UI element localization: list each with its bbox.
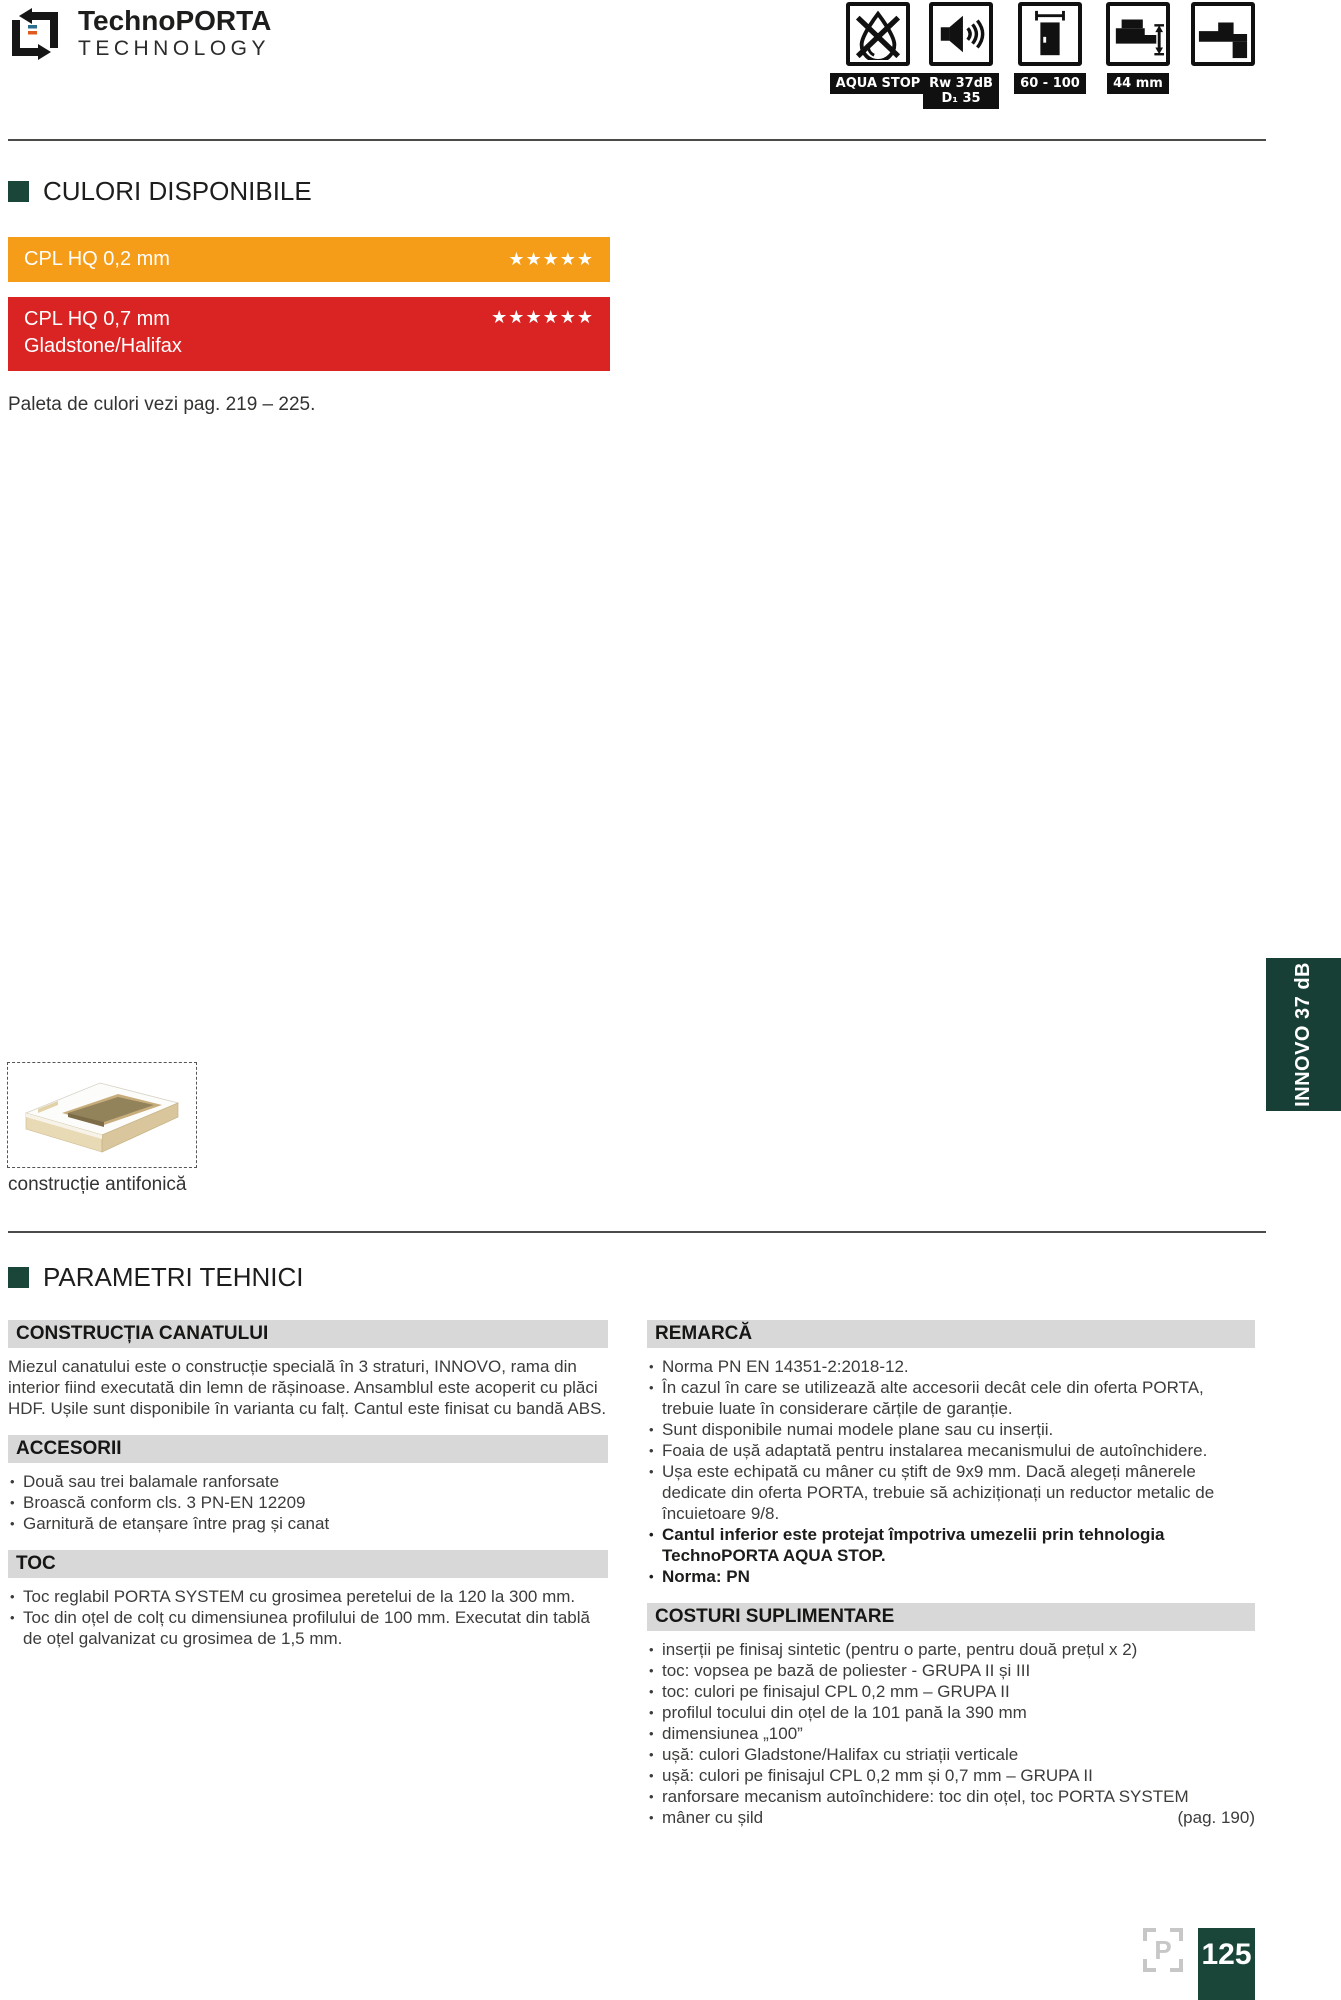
frame-list (8, 1586, 608, 1649)
green-square-bullet (8, 181, 29, 202)
list-item-text: • mâner cu șild (662, 1808, 764, 1827)
rebated-edge-icon (1191, 2, 1255, 66)
color-bar-cpl-07 (8, 297, 610, 371)
list-item: • ranforsare mecanism autoînchidere: toc din oțel, toc PORTA SYSTEM (647, 1786, 1255, 1807)
leaf-construction-header: CONSTRUCȚIA CANATULUI (8, 1320, 608, 1348)
tech-right-column (647, 1320, 1255, 1828)
door-thickness-icon (1106, 2, 1170, 66)
brand-logo (8, 6, 271, 67)
divider-middle (8, 1231, 1266, 1233)
aqua-stop-icon (846, 2, 910, 66)
brand-name: TechnoPORTA (78, 5, 272, 36)
remarks-header: REMARCĂ (647, 1320, 1255, 1348)
pictogram-door-width (1010, 2, 1090, 94)
porta-brackets-icon (1143, 1928, 1183, 1972)
accessories-header: ACCESORII (8, 1435, 608, 1463)
colors-section-heading (8, 176, 312, 207)
side-tab-label: INNOVO 37 dB (1292, 962, 1314, 1107)
side-tab-innovo (1266, 958, 1341, 1111)
pictogram-thickness (1098, 2, 1178, 94)
star-rating: ★★★★★ (508, 249, 594, 269)
list-item: • Sunt disponibile numai modele plane sau cu inserții. (647, 1419, 1255, 1440)
color-bar-cpl-02 (8, 237, 610, 282)
construction-figure (7, 1062, 197, 1168)
list-item: • dimensiunea „100” (647, 1723, 1255, 1744)
brand-subtitle: TECHNOLOGY (78, 37, 271, 60)
remarks-list (647, 1356, 1255, 1587)
list-item: • Toc reglabil PORTA SYSTEM cu grosimea peretelui de la 120 la 300 mm. (8, 1586, 608, 1607)
door-thickness-label: 44 mm (1107, 73, 1169, 94)
door-width-label: 60 - 100 (1014, 73, 1086, 94)
list-item: • În cazul în care se utilizează alte accesorii decât cele din oferta PORTA, trebuie luate în considerare cărțile de garanție. (647, 1377, 1255, 1419)
leaf-construction-text: Miezul canatului este o construcție specială în 3 straturi, INNOVO, rama din interior fiind executată din lemn de rășinoase. Ansamblul este acoperit cu plăci HDF. Ușile sunt disponibile în varianta cu falț. Cantul este finisat cu bandă ABS. (8, 1357, 607, 1418)
list-item-bold: • Cantul inferior este protejat împotriva umezelii prin tehnologia TechnoPORTA AQUA STOP. (647, 1524, 1255, 1566)
figure-caption: construcție antifonică (8, 1174, 187, 1195)
list-item: • Două sau trei balamale ranforsate (8, 1471, 608, 1492)
tech-section-title: PARAMETRI TEHNICI (43, 1262, 304, 1292)
list-item: • profilul tocului din oțel de la 101 pană la 390 mm (647, 1702, 1255, 1723)
palette-note: Paleta de culori vezi pag. 219 – 225. (8, 394, 316, 415)
page-number: 125 (1198, 1928, 1255, 2000)
list-item: • Norma PN EN 14351-2:2018-12. (647, 1356, 1255, 1377)
list-item: • Foaia de ușă adaptată pentru instalarea mecanismului de autoînchidere. (647, 1440, 1255, 1461)
extra-costs-header: COSTURI SUPLIMENTARE (647, 1603, 1255, 1631)
list-item-bold: • Norma: PN (647, 1566, 1255, 1587)
page-reference: (pag. 190) (1177, 1808, 1255, 1827)
list-item: • ușă: culori Gladstone/Halifax cu striații verticale (647, 1744, 1255, 1765)
brand-arrows-icon (8, 6, 62, 67)
list-item: • Broască conform cls. 3 PN-EN 12209 (8, 1492, 608, 1513)
pictogram-rebated-edge (1183, 2, 1263, 66)
star-rating: ★★★★★★ (491, 307, 594, 327)
pictogram-aqua-stop (835, 2, 921, 94)
porta-letter: P (1154, 1935, 1172, 1965)
list-item: • inserții pe finisaj sintetic (pentru o parte, pentru două prețul x 2) (647, 1639, 1255, 1660)
color-bar-label: CPL HQ 0,2 mm (24, 248, 170, 270)
divider-top (8, 139, 1266, 141)
list-item: • toc: vopsea pe bază de poliester - GRUPA II și III (647, 1660, 1255, 1681)
speaker-icon (929, 2, 993, 66)
door-cross-section-illustration (14, 1067, 190, 1163)
acoustic-label: Rw 37dB D₁ 35 (923, 73, 999, 109)
door-width-icon (1018, 2, 1082, 66)
extra-costs-list (647, 1639, 1255, 1828)
list-item (647, 1807, 1255, 1828)
list-item: • toc: culori pe finisajul CPL 0,2 mm – GRUPA II (647, 1681, 1255, 1702)
color-bar-label: CPL HQ 0,7 mm (24, 308, 170, 330)
pictogram-acoustic (921, 2, 1001, 109)
color-bar-sublabel: Gladstone/Halifax (24, 335, 182, 357)
list-item: • Ușa este echipată cu mâner cu știft de 9x9 mm. Dacă alegeți mânerele dedicate din oferta PORTA, trebuie să achiziționați un reductor metalic de încuietoare 9/8. (647, 1461, 1255, 1524)
aqua-stop-label: AQUA STOP (830, 73, 927, 94)
list-item: • Garnitură de etanșare între prag și canat (8, 1513, 608, 1534)
list-item: • ușă: culori pe finisajul CPL 0,2 mm și 0,7 mm – GRUPA II (647, 1765, 1255, 1786)
colors-section-title: CULORI DISPONIBILE (43, 176, 312, 206)
green-square-bullet (8, 1267, 29, 1288)
porta-footer-logo (1143, 1928, 1183, 1977)
list-item: • Toc din oțel de colț cu dimensiunea profilului de 100 mm. Executat din tablă de oțel galvanizat cu grosimea de 1,5 mm. (8, 1607, 608, 1649)
tech-section-heading (8, 1262, 304, 1293)
tech-left-column (8, 1320, 608, 1649)
accessories-list (8, 1471, 608, 1534)
frame-header: TOC (8, 1550, 608, 1578)
